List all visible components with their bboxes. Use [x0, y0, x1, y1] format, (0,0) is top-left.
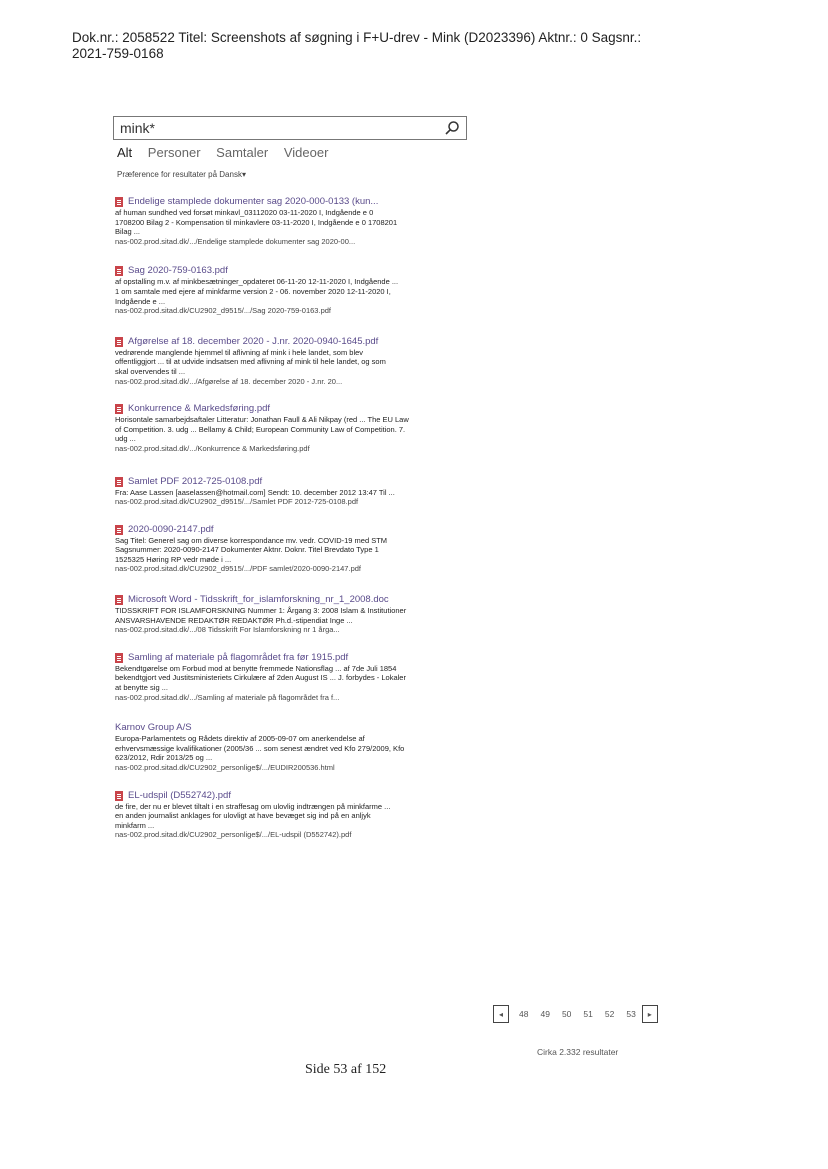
result-title: Karnov Group A/S [115, 722, 192, 734]
pdf-file-icon [115, 791, 123, 801]
prev-page-button[interactable]: ◂ [493, 1005, 509, 1023]
result-title-link[interactable] [115, 790, 470, 802]
result-snippet-line: bekendtgjort ved Justitsministeriets Cirkulære af 2den August IS ... J. forbydes - Lokaler [115, 673, 406, 683]
result-snippet-line: af opstalling m.v. af minkbesætninger_opdateret 06-11-20 12-11-2020 I, Indgående ... [115, 277, 399, 287]
result-title-link[interactable] [115, 336, 470, 348]
result-url[interactable]: nas-002.prod.sitad.dk/.../Endelige stamplede dokumenter sag 2020-00... [115, 236, 356, 246]
result-snippet-line: Bekendtgørelse om Forbud mod at benytte fremmede Nationsflag ... af 7de Juli 1854 [115, 663, 397, 673]
result-url[interactable]: nas-002.prod.sitad.dk/CU2902_d9515/.../Sag 2020-759-0163.pdf [115, 306, 331, 316]
header-line-1: Dok.nr.: 2058522 Titel: Screenshots af søgning i F+U-drev - Mink (D2023396) Aktnr.: 0 Sagsnr.: [72, 30, 642, 45]
page-51[interactable]: 51 [583, 1009, 593, 1019]
result-item [115, 336, 470, 386]
tab-conversations[interactable]: Samtaler [216, 145, 269, 160]
result-title: Endelige stamplede dokumenter sag 2020-000-0133 (kun... [128, 196, 379, 207]
result-title-link[interactable] [115, 652, 470, 664]
result-item [115, 652, 470, 702]
result-snippet-line: 1525325 Høring RP vedr møde i ... [115, 554, 232, 564]
result-url[interactable]: nas-002.prod.sitad.dk/.../Samling af materiale på flagområdet fra f... [115, 692, 340, 702]
result-snippet-line: Fra: Aase Lassen [aaselassen@hotmail.com] Sendt: 10. december 2012 13:47 Til ... [115, 487, 395, 497]
tab-people[interactable]: Personer [147, 145, 201, 160]
result-snippet-line: Horisontale samarbejdsaftaler Litteratur: Jonathan Faull & Ali Nikpay (red ... The EU Law [115, 415, 409, 425]
result-snippet-line: ANSVARSHAVENDE REDAKTØR REDAKTØR Ph.d.-stipendiat Inge ... [115, 615, 353, 625]
search-box[interactable] [113, 116, 467, 140]
tab-all[interactable]: Alt [117, 145, 133, 160]
result-title: Afgørelse af 18. december 2020 - J.nr. 2020-0940-1645.pdf [128, 335, 379, 347]
result-item [115, 196, 470, 246]
result-item [115, 265, 470, 315]
pdf-file-icon [115, 525, 123, 535]
result-title-link[interactable] [115, 403, 470, 415]
result-url[interactable]: nas-002.prod.sitad.dk/.../08 Tidsskrift For Islamforskning nr 1 årga... [115, 625, 340, 635]
result-title: 2020-0090-2147.pdf [128, 523, 214, 535]
search-input[interactable] [120, 119, 440, 137]
result-snippet-line: 1708200 Bilag 2 - Kompensation til minkavlere 03-11-2020 I, Indgående e 0 1708201 [115, 217, 398, 227]
result-snippet-line: minkfarm ... [115, 820, 155, 830]
result-snippet-line: Sag Titel: Generel sag om diverse korrespondance mv. vedr. COVID-19 med STM [115, 535, 388, 545]
result-snippet-line: Indgående e ... [115, 296, 166, 306]
page-48[interactable]: 48 [519, 1009, 529, 1019]
page-50[interactable]: 50 [561, 1009, 572, 1019]
result-url[interactable]: nas-002.prod.sitad.dk/CU2902_d9515/.../PDF samlet/2020-0090-2147.pdf [115, 564, 361, 574]
pdf-file-icon [115, 337, 123, 347]
results-list [115, 196, 470, 840]
result-title: Microsoft Word - Tidsskrift_for_islamforskning_nr_1_2008.doc [128, 594, 389, 606]
result-snippet-line: Europa-Parlamentets og Rådets direktiv af 2005-09-07 om anerkendelse af [115, 734, 365, 744]
pdf-file-icon [115, 266, 123, 276]
result-item [115, 594, 470, 635]
result-item [115, 403, 470, 453]
result-snippet-line: Bilag ... [115, 227, 141, 237]
result-snippet-line: vedrørende manglende hjemmel til aflivning af mink i hele landet, som blev [115, 347, 364, 357]
result-snippet-line: skal overvendes til ... [115, 366, 186, 376]
language-preference[interactable]: Præference for resultater på Dansk▾ [117, 170, 246, 179]
page-49[interactable]: 49 [540, 1009, 550, 1019]
result-url[interactable]: nas-002.prod.sitad.dk/CU2902_d9515/.../Samlet PDF 2012-725-0108.pdf [115, 497, 359, 507]
pdf-file-icon [115, 595, 123, 605]
result-title: Sag 2020-759-0163.pdf [128, 265, 228, 277]
result-title: EL-udspil (D552742).pdf [128, 789, 231, 801]
pagination [493, 1004, 658, 1024]
result-url[interactable]: nas-002.prod.sitad.dk/.../Konkurrence & Markedsføring.pdf [115, 443, 310, 453]
result-snippet-line: 623/2012, Rdir 2013/25 og ... [115, 753, 213, 763]
result-snippet-line: udg ... [115, 434, 136, 444]
pdf-file-icon [115, 197, 123, 207]
result-url[interactable]: nas-002.prod.sitad.dk/CU2902_personlige$/.../EL-udspil (D552742).pdf [115, 830, 352, 840]
result-item [115, 790, 470, 840]
result-snippet-line: af human sundhed ved forsøt minkavl_03112020 03-11-2020 I, Indgående e 0 [115, 208, 374, 217]
document-header [72, 30, 792, 62]
result-snippet-line: TIDSSKRIFT FOR ISLAMFORSKNING Nummer 1: Årgang 3: 2008 Islam & Institutioner [115, 606, 407, 616]
result-snippet-line: at benytte sig ... [115, 683, 168, 693]
result-snippet-line: 1 om samtale med ejere af minkfarme version 2 - 06. november 2020 12-11-2020 I, [115, 286, 391, 296]
result-snippet-line: offentliggjort ... til at udvide indsatsen med aflivning af mink til hele landet, og som [115, 357, 386, 367]
result-title-link[interactable] [115, 265, 470, 277]
result-snippet-line: de fire, der nu er blevet tiltalt i en straffesag om ulovlig indtrængen på minkfarme ... [115, 801, 391, 811]
result-title-link[interactable] [115, 594, 470, 606]
result-item [115, 524, 470, 574]
result-snippet-line: Sagsnummer: 2020-0090-2147 Dokumenter Aktnr. Doknr. Titel Brevdato Type 1 [115, 545, 379, 555]
page-footer: Side 53 af 152 [305, 1062, 387, 1077]
result-title-link[interactable] [115, 722, 470, 734]
result-title: Samlet PDF 2012-725-0108.pdf [128, 475, 263, 487]
result-snippet-line: erhvervsmæssige kvalifikationer (2005/36 ... som senest ændret ved Kfo 279/2009, Kfo [115, 743, 405, 753]
header-line-2: 2021-759-0168 [72, 46, 164, 61]
result-title-link[interactable] [115, 196, 470, 208]
pdf-file-icon [115, 477, 123, 487]
pdf-file-icon [115, 653, 123, 663]
page-52[interactable]: 52 [604, 1009, 615, 1019]
result-url[interactable]: nas-002.prod.sitad.dk/CU2902_personlige$/.../EUDIR200536.html [115, 763, 335, 772]
result-item [115, 476, 470, 507]
result-count: Cirka 2.332 resultater [537, 1047, 619, 1057]
search-tabs [117, 145, 340, 160]
result-item [115, 722, 470, 772]
result-snippet-line: en anden journalist anklages for ulovligt at have bevæget sig ind på en anljyk [115, 811, 371, 821]
next-page-button[interactable]: ▸ [642, 1005, 658, 1023]
result-title-link[interactable] [115, 524, 470, 536]
result-snippet-line: of Competition. 3. udg ... Bellamy & Child; European Community Law of Competition. 7. [115, 424, 406, 434]
tab-videos[interactable]: Videoer [283, 145, 329, 160]
pdf-file-icon [115, 404, 123, 414]
page-53: 53 [626, 1009, 636, 1019]
search-icon[interactable] [444, 120, 460, 136]
result-title: Samling af materiale på flagområdet fra før 1915.pdf [128, 651, 349, 663]
result-title: Konkurrence & Markedsføring.pdf [128, 403, 271, 415]
result-title-link[interactable] [115, 476, 470, 488]
result-url[interactable]: nas-002.prod.sitad.dk/.../Afgørelse af 18. december 2020 - J.nr. 20... [115, 376, 343, 386]
